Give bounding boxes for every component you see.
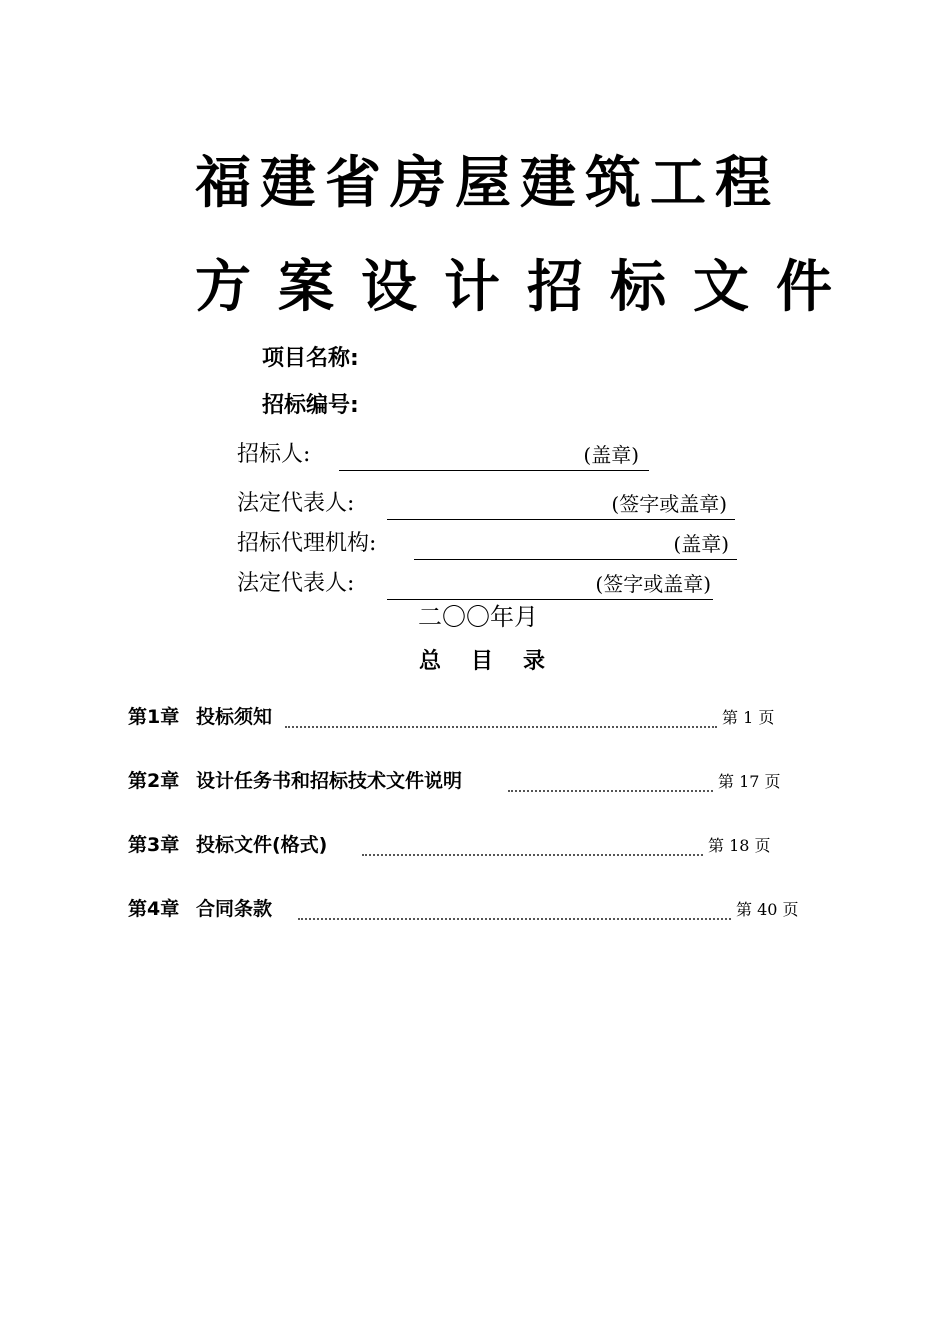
- document-title-line-2: 方案设计招标文件: [195, 255, 859, 320]
- toc-page-number: 第 40 页: [736, 900, 799, 919]
- toc-leader-dots: [508, 768, 713, 792]
- signature-label: 招标人:: [237, 442, 311, 467]
- toc-page-number: 第 17 页: [718, 772, 781, 791]
- signature-note: (签字或盖章): [611, 492, 727, 516]
- toc-leader-dots: [298, 896, 731, 920]
- toc-heading: 总目录: [419, 649, 576, 674]
- toc-page-number: 第 18 页: [708, 836, 771, 855]
- signature-line: [387, 569, 713, 600]
- toc-chapter-number: 第3章: [128, 834, 180, 856]
- project-name-label: 项目名称:: [262, 346, 359, 371]
- signature-note: (签字或盖章): [595, 572, 711, 596]
- tender-number-label: 招标编号:: [262, 393, 359, 418]
- toc-page-number: 第 1 页: [722, 708, 775, 727]
- toc-chapter-title: 投标须知: [196, 706, 273, 728]
- signature-line: [414, 529, 737, 560]
- toc-chapter-title: 投标文件(格式): [196, 834, 328, 856]
- toc-chapter-title: 合同条款: [196, 898, 273, 920]
- signature-line: [387, 489, 735, 520]
- toc-chapter-number: 第4章: [128, 898, 180, 920]
- toc-chapter-title: 设计任务书和招标技术文件说明: [196, 770, 463, 792]
- document-date: 二〇〇年月: [418, 603, 538, 631]
- signature-line: [339, 440, 649, 471]
- signature-label: 招标代理机构:: [237, 531, 377, 556]
- signature-label: 法定代表人:: [237, 491, 355, 516]
- signature-note: (盖章): [583, 443, 639, 467]
- signature-label: 法定代表人:: [237, 571, 355, 596]
- toc-leader-dots: [285, 704, 717, 728]
- document-title-line-1: 福建省房屋建筑工程: [195, 151, 780, 216]
- toc-chapter-number: 第1章: [128, 706, 180, 728]
- signature-note: (盖章): [673, 532, 729, 556]
- toc-leader-dots: [362, 832, 703, 856]
- toc-chapter-number: 第2章: [128, 770, 180, 792]
